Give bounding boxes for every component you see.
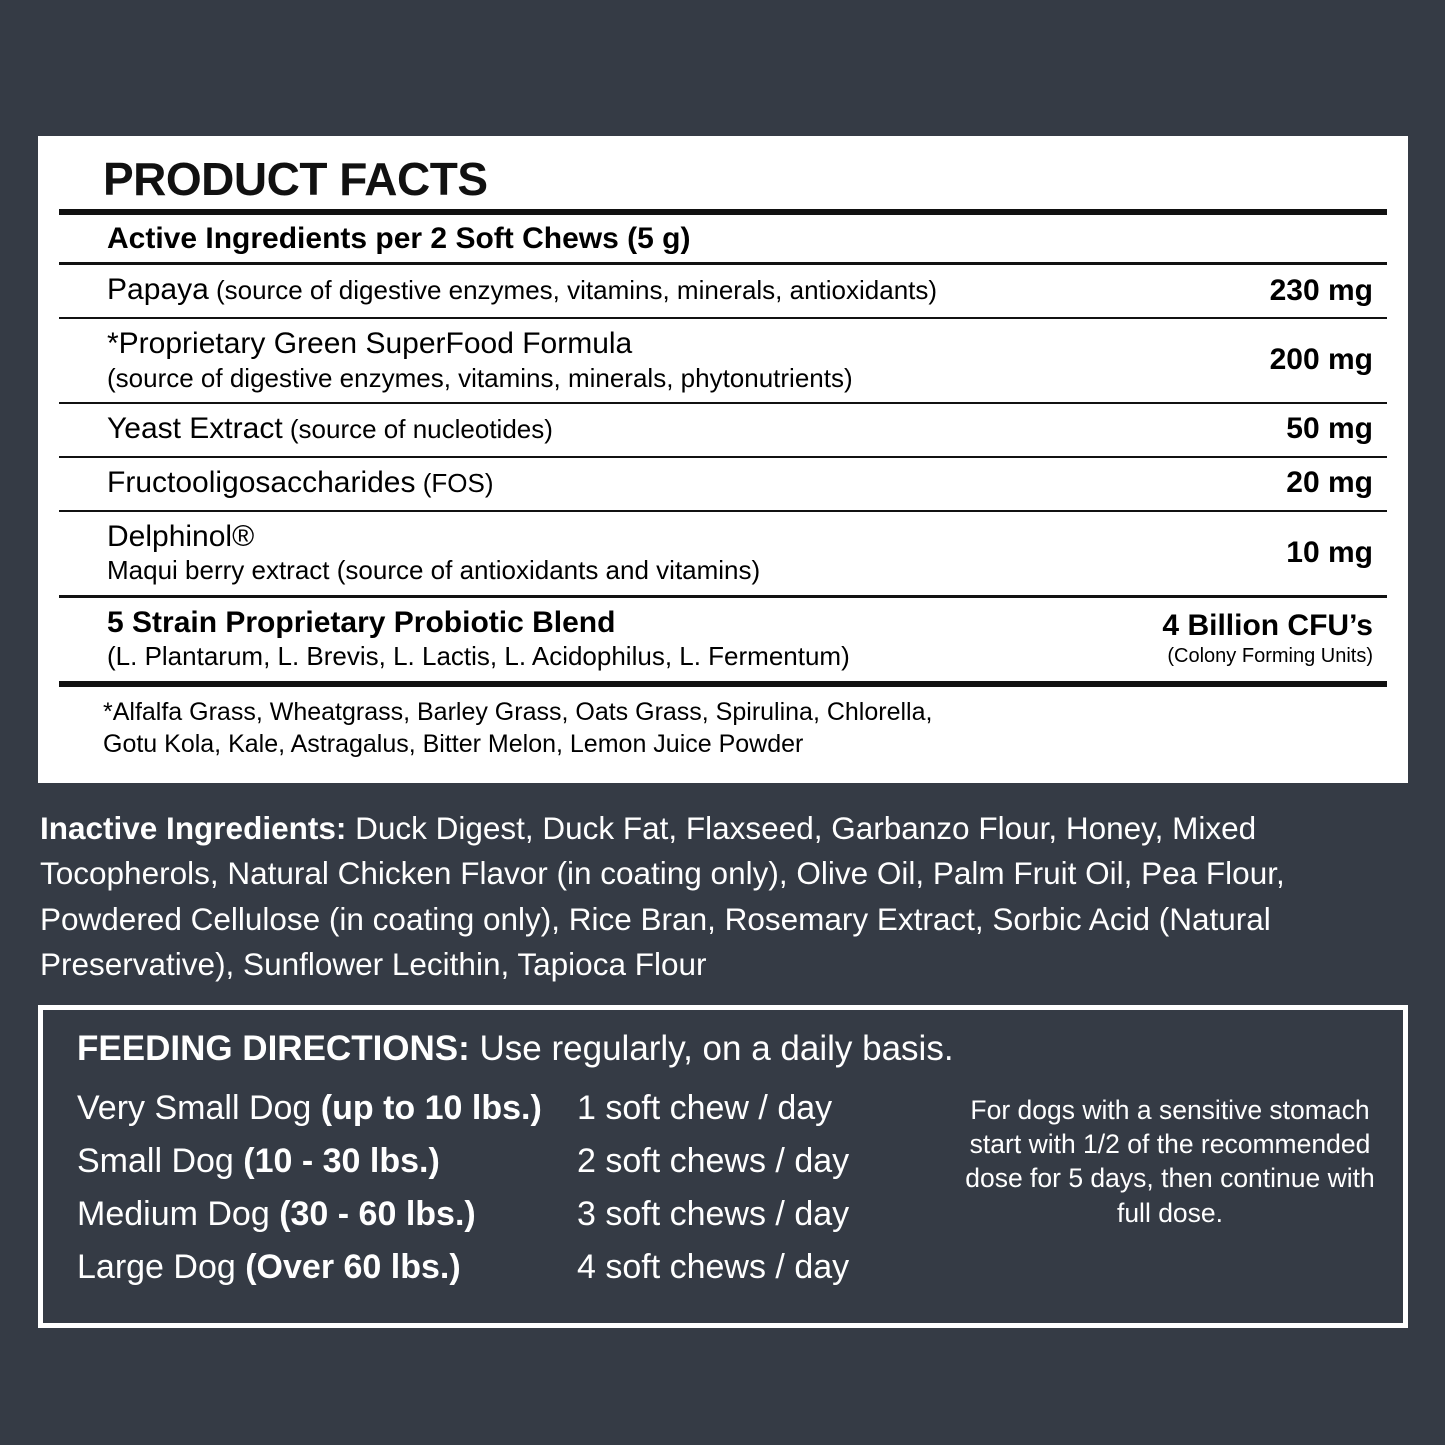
dog-size-weight: (10 - 30 lbs.) bbox=[243, 1141, 440, 1180]
product-facts-title: PRODUCT FACTS bbox=[103, 153, 488, 205]
footnote-line-2: Gotu Kola, Kale, Astragalus, Bitter Melon, Lemon Juice Powder bbox=[103, 729, 804, 758]
ingredient-detail: (L. Plantarum, L. Brevis, L. Lactis, L. Acidophilus, L. Fermentum) bbox=[107, 641, 850, 672]
ingredient-detail: (source of nucleotides) bbox=[282, 414, 553, 445]
dosage-table bbox=[77, 1083, 957, 1295]
dog-size-name: Large Dog bbox=[77, 1247, 246, 1286]
sensitive-stomach-note: For dogs with a sensitive stomach start with 1/2 of the recommended dose for 5 days, then continue with full dose. bbox=[965, 1094, 1375, 1228]
dog-dose: 1 soft chew / day bbox=[577, 1088, 833, 1127]
table-row bbox=[77, 1136, 957, 1187]
ingredient-row bbox=[59, 404, 1387, 456]
dog-dose: 2 soft chews / day bbox=[577, 1141, 850, 1180]
ingredient-amount bbox=[1162, 609, 1387, 668]
ingredient-name: Yeast Extract bbox=[107, 412, 283, 446]
ingredient-amount: 50 mg bbox=[1286, 412, 1373, 446]
dog-size-name: Very Small Dog bbox=[77, 1088, 321, 1127]
ingredient-name: *Proprietary Green SuperFood Formula bbox=[107, 327, 633, 361]
ingredient-row bbox=[59, 598, 1387, 681]
superfood-footnote bbox=[59, 687, 1387, 764]
feeding-directions-panel bbox=[38, 1005, 1408, 1328]
ingredient-amount-note: (Colony Forming Units) bbox=[1167, 645, 1373, 668]
dog-dose: 3 soft chews / day bbox=[577, 1194, 850, 1233]
active-ingredients-subheading: Active Ingredients per 2 Soft Chews (5 g) bbox=[107, 222, 691, 256]
ingredient-name: Delphinol® bbox=[107, 519, 255, 553]
ingredient-amount: 20 mg bbox=[1286, 466, 1373, 500]
dog-size-name: Medium Dog bbox=[77, 1194, 280, 1233]
ingredient-amount: 10 mg bbox=[1286, 535, 1373, 569]
dog-size-weight: (Over 60 lbs.) bbox=[245, 1247, 461, 1286]
dog-size bbox=[77, 1189, 577, 1240]
feeding-directions-label: FEEDING DIRECTIONS: bbox=[77, 1029, 470, 1068]
dog-size-weight: (30 - 60 lbs.) bbox=[279, 1194, 476, 1233]
ingredient-description bbox=[59, 327, 1270, 393]
ingredient-name: Fructooligosaccharides bbox=[107, 465, 416, 499]
feeding-directions-heading bbox=[77, 1030, 1377, 1069]
ingredient-row bbox=[59, 265, 1387, 317]
ingredient-description bbox=[59, 466, 1286, 501]
table-row bbox=[77, 1189, 957, 1240]
ingredient-name: Papaya bbox=[107, 273, 209, 307]
table-row bbox=[77, 1242, 957, 1293]
ingredient-row bbox=[59, 512, 1387, 595]
ingredient-amount: 230 mg bbox=[1269, 273, 1373, 307]
footnote-line-1: *Alfalfa Grass, Wheatgrass, Barley Grass, Oats Grass, Spirulina, Chlorella, bbox=[103, 697, 933, 726]
ingredient-description bbox=[59, 412, 1286, 447]
dog-size-weight: (up to 10 lbs.) bbox=[320, 1088, 542, 1127]
feeding-directions-note: Use regularly, on a daily basis. bbox=[469, 1029, 954, 1068]
table-row bbox=[77, 1083, 957, 1134]
ingredient-detail: (FOS) bbox=[415, 467, 494, 498]
inactive-ingredients-text: Duck Digest, Duck Fat, Flaxseed, Garbanzo Flour, Honey, Mixed Tocopherols, Natural Chicken Flavor (in coating only), Olive Oil, Palm Fruit Oil, Pea Flour, Powdered Cellulose (in coating only), Rice Bran, Rosemary Extract, Sorbic Acid (Natural Preservative), Sunflower Lecithin, Tapioca Flour bbox=[40, 810, 1285, 983]
dog-size bbox=[77, 1242, 577, 1293]
ingredient-description bbox=[59, 606, 1162, 672]
ingredient-detail: (source of digestive enzymes, vitamins, minerals, phytonutrients) bbox=[107, 362, 853, 393]
ingredient-description bbox=[59, 273, 1270, 308]
inactive-ingredients-section bbox=[40, 806, 1408, 987]
product-facts-panel bbox=[38, 136, 1408, 783]
dog-size bbox=[77, 1083, 577, 1134]
ingredient-amount-value: 4 Billion CFU’s bbox=[1162, 609, 1373, 643]
ingredient-row bbox=[59, 458, 1387, 510]
inactive-ingredients-label: Inactive Ingredients: bbox=[40, 810, 347, 846]
ingredient-detail: (source of digestive enzymes, vitamins, minerals, antioxidants) bbox=[208, 275, 938, 306]
feeding-directions-body bbox=[77, 1083, 1377, 1295]
dog-size-name: Small Dog bbox=[77, 1141, 244, 1180]
ingredient-detail: Maqui berry extract (source of antioxidants and vitamins) bbox=[107, 555, 761, 586]
ingredient-row bbox=[59, 319, 1387, 402]
ingredient-amount: 200 mg bbox=[1269, 343, 1373, 377]
dog-size bbox=[77, 1136, 577, 1187]
dog-dose: 4 soft chews / day bbox=[577, 1247, 850, 1286]
ingredient-name: 5 Strain Proprietary Probiotic Blend bbox=[107, 605, 616, 639]
ingredient-description bbox=[59, 520, 1286, 586]
